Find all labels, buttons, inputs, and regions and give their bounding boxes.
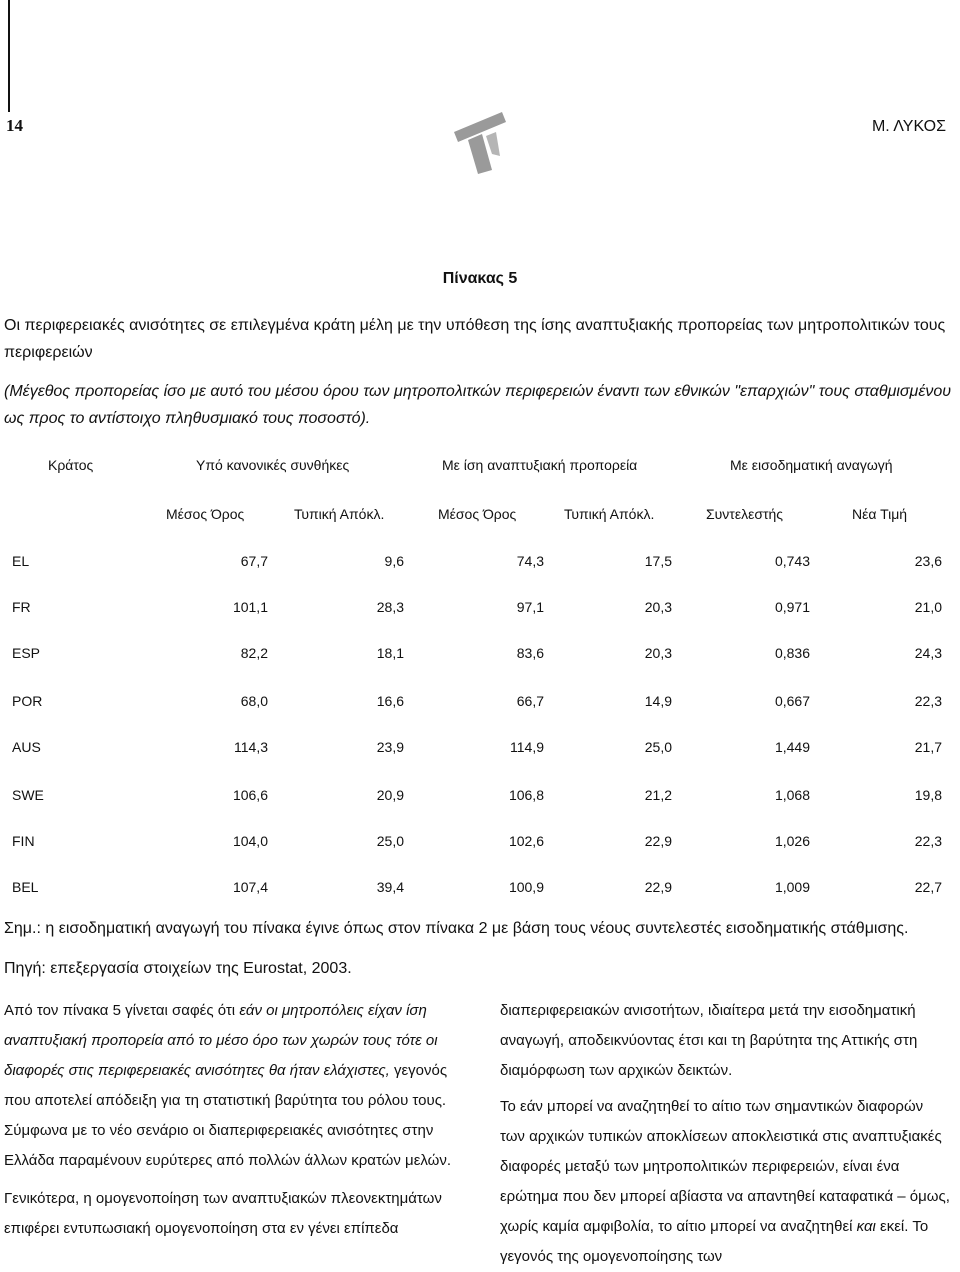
cell-stdev-2: 20,3 (644, 645, 672, 661)
cell-stdev-2: 20,3 (644, 599, 672, 615)
cell-stdev-1: 16,6 (376, 693, 404, 709)
header-state: Κράτος (48, 457, 94, 473)
table-row (0, 645, 960, 665)
cell-new-value: 24,3 (914, 645, 942, 661)
cell-coefficient: 1,449 (774, 739, 810, 755)
cell-stdev-1: 39,4 (376, 879, 404, 895)
table-row (0, 787, 960, 807)
cell-stdev-1: 28,3 (376, 599, 404, 615)
cell-mean-1: 68,0 (240, 693, 268, 709)
cell-stdev-2: 21,2 (644, 787, 672, 803)
cell-state: POR (12, 693, 43, 709)
cell-stdev-1: 20,9 (376, 787, 404, 803)
cell-state: AUS (12, 739, 41, 755)
table-row (0, 553, 960, 573)
cell-stdev-1: 23,9 (376, 739, 404, 755)
margin-rule (8, 0, 10, 112)
table-row (0, 833, 960, 853)
subheader-stdev-2: Τυπική Απόκλ. (564, 506, 655, 522)
body-text-italic: εάν οι μητροπόλεις είχαν ίση αναπτυξιακή προπορεία από το μέσο όρο των χωρών τους τότε οι διαφορές στις περιφερειακές ανισότητες θα ήταν ελάχιστες, (4, 1002, 438, 1079)
body-text-italic: και (856, 1218, 876, 1235)
cell-mean-1: 101,1 (232, 599, 268, 615)
table-row (0, 599, 960, 619)
body-text: γεγονός που αποτελεί απόδειξη για τη στατιστική βαρύτητα του ρόλου τους. Σύμφωνα με το νέο σενάριο οι διαπεριφερειακές ανισότητες στην Ελλάδα παραμένουν ευρύτερες από πολλών άλλων κρατών μελών. (4, 1062, 452, 1169)
body-paragraph (500, 1092, 952, 1272)
subheader-coefficient: Συντελεστής (706, 506, 784, 522)
body-paragraph: διαπεριφερειακών ανισοτήτων, ιδιαίτερα μετά την εισοδηματική αναγωγή, αποδεικνύοντας έτσι και τη βαρύτητα της Αττικής στη διαμόρφωση των αρχικών δεικτών. (500, 1002, 918, 1079)
cell-coefficient: 1,068 (774, 787, 810, 803)
body-text: εκεί. Το γεγονός της ομογενοποίησης των (500, 1218, 929, 1265)
cell-mean-2: 114,9 (510, 739, 544, 755)
cell-mean-2: 74,3 (516, 553, 544, 569)
cell-new-value: 22,3 (914, 833, 942, 849)
table-caption: Οι περιφερειακές ανισότητες σε επιλεγμένα κράτη μέλη με την υπόθεση της ίσης αναπτυξιακής προπορείας των μητροπολιτικών τους περιφερειών (4, 317, 946, 361)
cell-coefficient: 0,971 (774, 599, 810, 615)
cell-state: SWE (12, 787, 44, 803)
body-text: Το εάν μπορεί να αναζητηθεί το αίτιο των σημαντικών διαφορών των αρχικών τυπικών αποκλίσεων αποκλειστικά στις αναπτυξιακές διαφορές μεταξύ των μητροπολιτικών περιφερειών, είναι ένα ερώτημα που δεν μπορεί αβίαστα να απαντηθεί καταφατικά – όμως, χωρίς καμία αμφιβολία, το αίτιο μπορεί να αναζητηθεί (500, 1098, 950, 1235)
cell-new-value: 21,7 (914, 739, 942, 755)
cell-coefficient: 1,026 (774, 833, 810, 849)
cell-stdev-2: 22,9 (644, 833, 672, 849)
cell-stdev-2: 25,0 (644, 739, 672, 755)
subheader-new-value: Νέα Τιμή (852, 506, 908, 522)
cell-coefficient: 0,667 (774, 693, 810, 709)
page-number: 14 (6, 116, 23, 135)
body-paragraph (4, 996, 460, 1176)
cell-coefficient: 1,009 (774, 879, 810, 895)
cell-state: BEL (12, 879, 39, 895)
cell-mean-2: 83,6 (516, 645, 544, 661)
body-left-column (4, 996, 460, 1244)
cell-mean-1: 106,6 (232, 787, 268, 803)
cell-coefficient: 0,743 (774, 553, 810, 569)
header-normal-conditions: Υπό κανονικές συνθήκες (196, 457, 350, 473)
cell-coefficient: 0,836 (774, 645, 810, 661)
body-text: Από τον πίνακα 5 γίνεται σαφές ότι (4, 1002, 240, 1019)
table-row (0, 879, 960, 899)
cell-mean-1: 114,3 (234, 739, 268, 755)
cell-mean-1: 104,0 (232, 833, 268, 849)
header-equal-lead: Με ίση αναπτυξιακή προπορεία (442, 457, 638, 473)
cell-new-value: 19,8 (914, 787, 942, 803)
cell-new-value: 23,6 (914, 553, 942, 569)
cell-mean-2: 100,9 (508, 879, 544, 895)
body-paragraph: Γενικότερα, η ομογενοποίηση των αναπτυξιακών πλεονεκτημάτων επιφέρει εντυπωσιακή ομογενοποίηση στα εν γένει επίπεδα (4, 1190, 442, 1237)
cell-mean-1: 82,2 (240, 645, 268, 661)
cell-new-value: 22,3 (914, 693, 942, 709)
subheader-mean-2: Μέσος Όρος (438, 506, 517, 522)
table-row (0, 693, 960, 713)
cell-mean-2: 97,1 (516, 599, 544, 615)
cell-state: EL (12, 553, 30, 569)
table-source: Πηγή: επεξεργασία στοιχείων της Eurostat, 2003. (4, 960, 352, 977)
subheader-mean-1: Μέσος Όρος (166, 506, 245, 522)
cell-mean-2: 106,8 (508, 787, 544, 803)
table-row (0, 739, 960, 759)
cell-new-value: 22,7 (914, 879, 942, 895)
cell-stdev-1: 18,1 (376, 645, 404, 661)
cell-stdev-1: 25,0 (376, 833, 404, 849)
cell-state: FIN (12, 833, 35, 849)
cell-stdev-2: 17,5 (644, 553, 672, 569)
cell-stdev-2: 14,9 (644, 693, 672, 709)
cell-new-value: 21,0 (914, 599, 942, 615)
subheader-stdev-1: Τυπική Απόκλ. (294, 506, 385, 522)
cell-state: ESP (12, 645, 41, 661)
cell-mean-2: 102,6 (508, 833, 544, 849)
cell-stdev-2: 22,9 (644, 879, 672, 895)
table-subcaption: (Μέγεθος προπορείας ίσο με αυτό του μέσου όρου των μητροπολιτκών περιφερειών έναντι των εθνικών "επαρχιών" τους σταθμισμένου ως προς το αντίστοιχο πληθυσμιακό τους ποσοστό). (4, 383, 952, 427)
table-note: Σημ.: η εισοδηματική αναγωγή του πίνακα έγινε όπως στον πίνακα 2 με βάση τους νέους συντελεστές εισοδηματικής στάθμισης. (4, 920, 909, 937)
publisher-logo-icon (452, 110, 508, 181)
cell-stdev-1: 9,6 (384, 553, 404, 569)
body-right-column (500, 996, 952, 1272)
cell-mean-1: 67,7 (240, 553, 268, 569)
header-income-conversion: Με εισοδηματική αναγωγή (730, 457, 893, 473)
cell-mean-1: 107,4 (232, 879, 268, 895)
cell-mean-2: 66,7 (516, 693, 544, 709)
running-header-author: Μ. ΛΥΚΟΣ (871, 118, 946, 135)
cell-state: FR (12, 599, 31, 615)
table-title: Πίνακας 5 (442, 270, 518, 287)
